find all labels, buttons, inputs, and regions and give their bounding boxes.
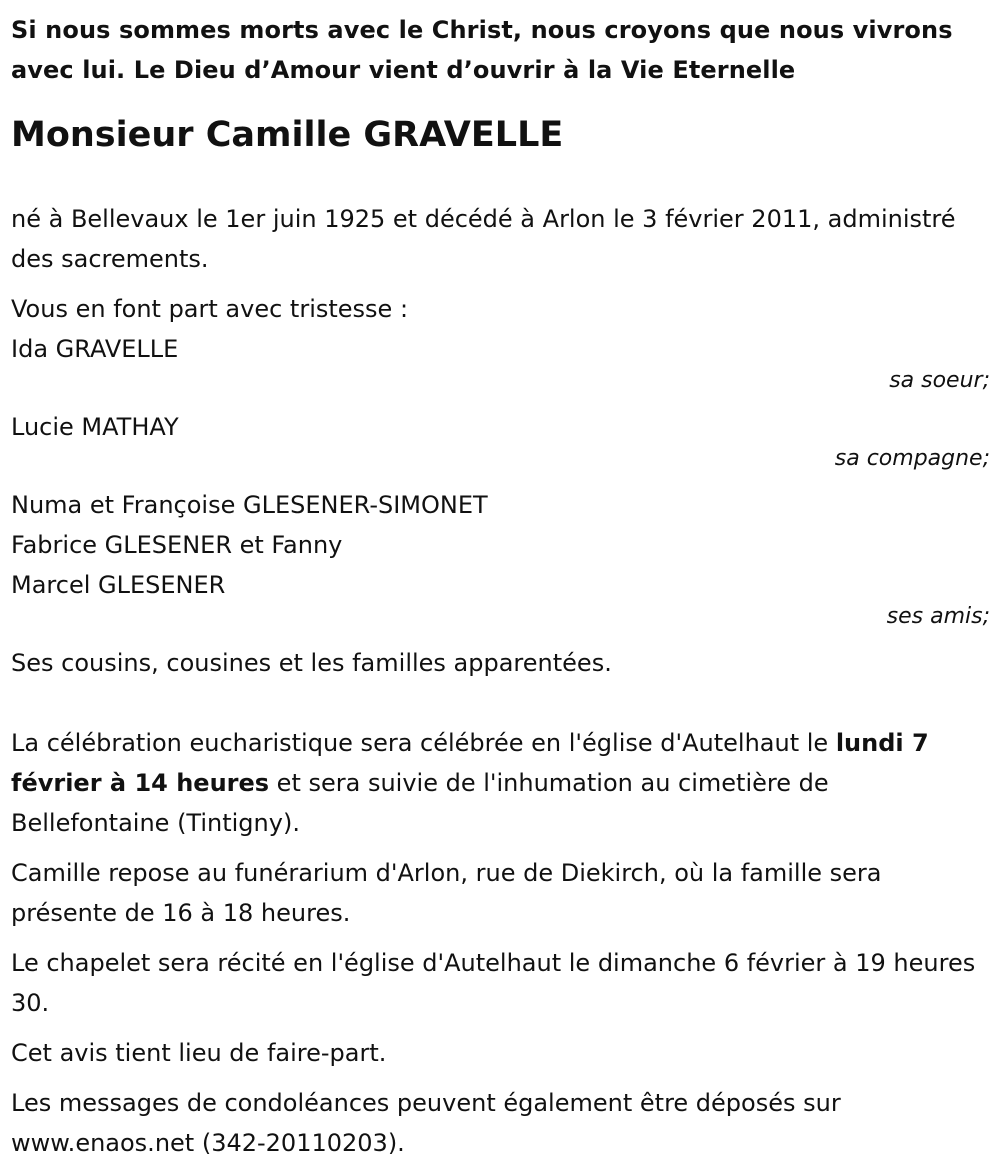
- family-member-name: Ida GRAVELLE: [11, 335, 179, 363]
- family-member-name: Fabrice GLESENER et Fanny: [11, 531, 343, 559]
- family-role: sa soeur;: [889, 368, 990, 393]
- family-member-name: Lucie MATHAY: [11, 413, 179, 441]
- family-member-name: Numa et Françoise GLESENER-SIMONET: [11, 491, 488, 519]
- ceremony-text-end: et sera suivie de l'inhumation au cimetière de Bellefontaine (Tintigny).: [11, 769, 829, 837]
- family-member-name: Marcel GLESENER: [11, 571, 226, 599]
- family-role: sa compagne;: [834, 446, 990, 471]
- cousins-line: Ses cousins, cousines et les familles apparentées.: [11, 649, 612, 677]
- family-group-companion: [11, 407, 990, 471]
- ceremony-info: [11, 723, 990, 843]
- funerarium-info: Camille repose au funérarium d'Arlon, rue de Diekirch, où la famille sera présente de 16 à 18 heures.: [11, 859, 882, 927]
- condolences-info: Les messages de condoléances peuvent également être déposés sur www.enaos.net (342-20110203).: [11, 1089, 841, 1157]
- role-wrapper: [11, 605, 990, 629]
- ceremony-text-start: La célébration eucharistique sera célébrée en l'église d'Autelhaut le: [11, 729, 836, 757]
- announcement-line: Vous en font part avec tristesse :: [11, 295, 409, 323]
- notice-line: Cet avis tient lieu de faire-part.: [11, 1039, 387, 1067]
- role-wrapper: [11, 447, 990, 471]
- family-group-sister: [11, 329, 990, 393]
- rosary-info: Le chapelet sera récité en l'église d'Autelhaut le dimanche 6 février à 19 heures 30.: [11, 949, 976, 1017]
- family-group-friends: [11, 485, 990, 629]
- family-role: ses amis;: [886, 604, 990, 629]
- scripture-verse: Si nous sommes morts avec le Christ, nous croyons que nous vivrons avec lui. Le Dieu d’Amour vient d’ouvrir à la Vie Eternelle: [11, 16, 953, 84]
- role-wrapper: [11, 369, 990, 393]
- birth-death-info: né à Bellevaux le 1er juin 1925 et décédé à Arlon le 3 février 2011, administré des sacrements.: [11, 205, 956, 273]
- deceased-name: Monsieur Camille GRAVELLE: [11, 115, 564, 155]
- ceremony-date-time: lundi 7 février à 14 heures: [11, 729, 929, 797]
